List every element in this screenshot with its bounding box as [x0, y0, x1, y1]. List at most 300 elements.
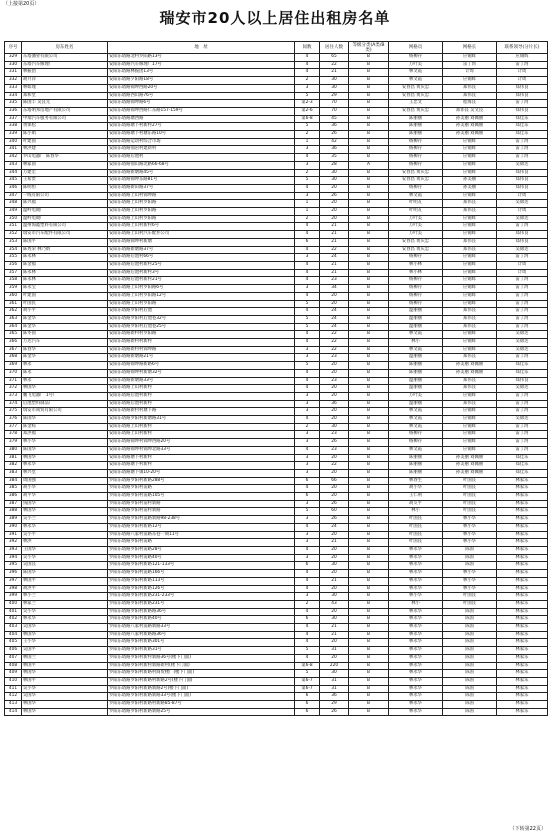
cell-grid-worker: 杨柳存: [389, 161, 443, 169]
cell-contact-leader: 林家乐: [497, 647, 548, 655]
cell-grid-leader: 应锡辉: [443, 292, 497, 300]
cell-index: 362: [5, 308, 22, 316]
cell-contact-leader: 林家乐: [497, 701, 548, 709]
cell-contact-leader: 郑伟良: [497, 238, 548, 246]
cell-residents: 30: [320, 670, 349, 678]
cell-address: 安阳东塔路上山村罗阳路: [108, 200, 295, 208]
cell-contact-leader: 雷丁湾: [497, 408, 548, 416]
cell-rooms: 5: [295, 123, 320, 131]
cell-grid-leader: 应锡辉: [443, 423, 497, 431]
cell-grid-leader: 林小华: [443, 516, 497, 524]
cell-residents: 26: [320, 192, 349, 200]
cell-residents: 45: [320, 115, 349, 123]
cell-rooms: 3: [295, 439, 320, 447]
cell-grid-leader: 叶国良: [443, 477, 497, 485]
table-row: [5, 208, 548, 216]
cell-index: 338: [5, 123, 22, 131]
cell-residents: 42: [320, 138, 349, 146]
cell-address: 安阳东塔路锦坤村锦坤北路33号: [108, 446, 295, 454]
cell-landlord: 郑和堂: [22, 92, 108, 100]
cell-landlord: 林国平: [22, 577, 108, 585]
cell-residents: 30: [320, 423, 349, 431]
cell-index: 344: [5, 169, 22, 177]
cell-rooms: 3: [295, 400, 320, 408]
cell-address: 安阳东塔路罗阳村后池巷25号: [108, 323, 295, 331]
table-row: [5, 184, 548, 192]
cell-grid-leader: 应锡辉: [443, 346, 497, 354]
cell-rooms: 4: [295, 485, 320, 493]
cell-grid-leader: 应锡辉: [443, 223, 497, 231]
cell-index: 363: [5, 315, 22, 323]
cell-residents: 36: [320, 693, 349, 701]
cell-rooms: 2: [295, 600, 320, 608]
table-row: [5, 269, 548, 277]
cell-residents: 23: [320, 431, 349, 439]
cell-index: 355: [5, 254, 22, 262]
cell-contact-leader: 吴锦达: [497, 331, 548, 339]
cell-grid-worker: 林永华: [389, 693, 443, 701]
cell-contact-leader: 郑伟良: [497, 92, 548, 100]
cell-address: 安阳东塔路罗阳村后池: [108, 308, 295, 316]
cell-landlord: 林振团: [22, 69, 108, 77]
cell-grid-worker: 叶国良: [389, 523, 443, 531]
cell-contact-leader: 林家乐: [497, 639, 548, 647]
cell-contact-leader: 林家乐: [497, 577, 548, 585]
cell-index: 335: [5, 100, 22, 108]
table-row: [5, 292, 548, 300]
cell-grid-worker: 杨柳存: [389, 431, 443, 439]
cell-residents: 24: [320, 254, 349, 262]
cell-landlord: 林永华: [22, 616, 108, 624]
cell-grid-worker: 林小: [389, 339, 443, 347]
cell-landlord: 林小兰: [22, 593, 108, 601]
cell-residents: 29: [320, 92, 349, 100]
cell-index: 393: [5, 547, 22, 555]
table-row: [5, 238, 548, 246]
cell-index: 342: [5, 154, 22, 162]
cell-contact-leader: 郑佳乐: [497, 115, 548, 123]
cell-address: 安阳东塔路塘下村新村: [108, 462, 295, 470]
cell-rooms: 3: [295, 469, 320, 477]
cell-contact-leader: 雷丁湾: [497, 277, 548, 285]
cell-grid-worker: 万叶美: [389, 392, 443, 400]
cell-index: 410: [5, 677, 22, 685]
cell-grid-worker: 林永华: [389, 562, 443, 570]
cell-class: B: [349, 184, 389, 192]
cell-index: 343: [5, 161, 22, 169]
cell-address: 安阳东塔路仙山路北路66-68号: [108, 161, 295, 169]
cell-class: B: [349, 131, 389, 139]
cell-grid-leader: 应锡辉: [443, 392, 497, 400]
cell-rooms: 6: [295, 493, 320, 501]
cell-residents: 43: [320, 600, 349, 608]
cell-address: 安阳东塔路上山村汽车配件公司: [108, 231, 295, 239]
cell-index: 353: [5, 238, 22, 246]
table-row: [5, 624, 548, 632]
cell-class: B: [349, 454, 389, 462]
cell-address: 安阳东塔路运动村综合市场: [108, 138, 295, 146]
cell-residents: 65: [320, 54, 349, 62]
cell-grid-worker: 安春昌 黄庆忠: [389, 169, 443, 177]
cell-grid-leader: 陈国: [443, 670, 497, 678]
cell-residents: 22: [320, 339, 349, 347]
cell-grid-worker: 杨柳存: [389, 184, 443, 192]
cell-rooms: 3: [295, 593, 320, 601]
cell-residents: 20: [320, 184, 349, 192]
cell-class: B: [349, 339, 389, 347]
cell-residents: 20: [320, 554, 349, 562]
cell-grid-leader: 雷丁湾: [443, 61, 497, 69]
cell-landlord: 陈金华: [22, 323, 108, 331]
cell-contact-leader: 雷丁湾: [497, 439, 548, 447]
cell-grid-worker: 林永华: [389, 670, 443, 678]
cell-class: B: [349, 469, 389, 477]
cell-grid-leader: 孙美丽 刘佩丽: [443, 362, 497, 370]
cell-rooms: 1: [295, 138, 320, 146]
cell-address: 罗阳东塔路罗阳村新村新路新村(楼下门面): [108, 662, 295, 670]
cell-contact-leader: 林家乐: [497, 608, 548, 616]
table-row: [5, 423, 548, 431]
cell-grid-leader: 郑伟良: [443, 246, 497, 254]
cell-landlord: 郑洪福: [22, 431, 108, 439]
cell-address: 罗阳东塔路罗阳村前路166号: [108, 570, 295, 578]
cell-residents: 23: [320, 377, 349, 385]
cell-grid-worker: 林小: [389, 600, 443, 608]
table-row: [5, 593, 548, 601]
table-row: [5, 677, 548, 685]
cell-contact-leader: 吴锦达: [497, 246, 548, 254]
cell-grid-worker: 陈丽丽: [389, 469, 443, 477]
cell-landlord: 陈国丰 吴良元: [22, 100, 108, 108]
cell-index: 411: [5, 685, 22, 693]
cell-rooms: 3: [295, 192, 320, 200]
cell-grid-leader: 孙美丽 刘佩丽: [443, 131, 497, 139]
cell-contact-leader: 林家乐: [497, 554, 548, 562]
table-body: [5, 54, 548, 716]
cell-contact-leader: 计周: [497, 208, 548, 216]
header-index: 序号: [5, 42, 22, 54]
cell-residents: 23: [320, 354, 349, 362]
cell-class: B: [349, 285, 389, 293]
cell-contact-leader: 林家乐: [497, 662, 548, 670]
cell-address: 安阳东塔路上山村新村: [108, 423, 295, 431]
cell-grid-worker: 杨柳存: [389, 439, 443, 447]
cell-rooms: 4: [295, 246, 320, 254]
cell-class: B: [349, 693, 389, 701]
cell-landlord: 吴国华: [22, 624, 108, 632]
cell-landlord: 胡小平: [22, 308, 108, 316]
header-class: 等级分类(A类/B类): [349, 42, 389, 54]
cell-grid-worker: 温丽丽: [389, 323, 443, 331]
cell-contact-leader: 雷丁湾: [497, 146, 548, 154]
cell-grid-worker: 叶国良: [389, 516, 443, 524]
cell-grid-leader: 陈国: [443, 624, 497, 632]
table-row: [5, 254, 548, 262]
cell-grid-leader: 陈国: [443, 616, 497, 624]
cell-grid-leader: 应锡辉: [443, 408, 497, 416]
cell-grid-leader: 陈国: [443, 677, 497, 685]
cell-grid-worker: 陈丽丽: [389, 362, 443, 370]
cell-rooms: 4: [295, 631, 320, 639]
cell-index: 350: [5, 215, 22, 223]
cell-contact-leader: 吴锦达: [497, 215, 548, 223]
cell-residents: 20: [320, 208, 349, 216]
table-row: [5, 662, 548, 670]
cell-grid-worker: 林文霞: [389, 416, 443, 424]
cell-index: 408: [5, 662, 22, 670]
cell-rooms: 4: [295, 369, 320, 377]
cell-contact-leader: 郑佳乐: [497, 369, 548, 377]
table-row: [5, 631, 548, 639]
cell-class: B: [349, 123, 389, 131]
cell-landlord: 周国强: [22, 477, 108, 485]
table-row: [5, 408, 548, 416]
cell-landlord: 林国华: [22, 701, 108, 709]
cell-rooms: 4: [295, 292, 320, 300]
cell-address: 安阳东塔路后池村新村25号: [108, 261, 295, 269]
cell-contact-leader: 林家乐: [497, 585, 548, 593]
cell-contact-leader: 林家乐: [497, 547, 548, 555]
cell-residents: 20: [320, 531, 349, 539]
cell-rooms: 6: [295, 616, 320, 624]
cell-address: 安阳东塔路锦坤路新路6号: [108, 362, 295, 370]
cell-rooms: 4: [295, 339, 320, 347]
cell-index: 334: [5, 92, 22, 100]
cell-grid-worker: 叶国良: [389, 531, 443, 539]
cell-landlord: 林小华: [22, 439, 108, 447]
cell-class: B: [349, 146, 389, 154]
cell-address: 罗阳东塔路罗阳村新路12号: [108, 523, 295, 531]
cell-contact-leader: 雷丁湾: [497, 308, 548, 316]
table-row: [5, 346, 548, 354]
cell-rooms: 2: [295, 215, 320, 223]
cell-address: 安阳东塔路锦坤村锦坤西路20号: [108, 439, 295, 447]
cell-rooms: 4: [295, 377, 320, 385]
cell-grid-worker: 温丽丽: [389, 308, 443, 316]
cell-grid-worker: 万叶美: [389, 223, 443, 231]
table-row: [5, 485, 548, 493]
cell-residents: 20: [320, 654, 349, 662]
cell-rooms: 6: [295, 693, 320, 701]
cell-landlord: 陈永林: [22, 269, 108, 277]
cell-grid-leader: 郑伟良: [443, 315, 497, 323]
cell-index: 380: [5, 446, 22, 454]
table-row: [5, 192, 548, 200]
cell-address: 安阳东塔路塘西路: [108, 115, 295, 123]
table-row: [5, 138, 548, 146]
cell-residents: 20: [320, 454, 349, 462]
table-row: [5, 562, 548, 570]
cell-landlord: 吴小华: [22, 685, 108, 693]
cell-landlord: 陈冬国: [22, 331, 108, 339]
cell-index: 403: [5, 624, 22, 632]
cell-landlord: 温州海鑫塑料有限公司: [22, 223, 108, 231]
cell-residents: 21: [320, 539, 349, 547]
cell-grid-worker: 安春昌 黄庆忠: [389, 107, 443, 115]
cell-grid-leader: 应锡辉: [443, 431, 497, 439]
cell-grid-leader: 孙美丽 刘佩丽: [443, 454, 497, 462]
cell-class: B: [349, 92, 389, 100]
cell-grid-worker: 林永华: [389, 677, 443, 685]
cell-contact-leader: 吴锦达: [497, 385, 548, 393]
cell-rooms: 3: [295, 539, 320, 547]
cell-address: 罗阳东塔路罗阳村新路126号: [108, 585, 295, 593]
cell-landlord: 东塔潘业有限公司: [22, 54, 108, 62]
cell-class: B: [349, 708, 389, 716]
table-row: [5, 92, 548, 100]
cell-grid-worker: 安春昌 黄庆忠: [389, 84, 443, 92]
table-row: [5, 469, 548, 477]
cell-grid-leader: 叶国良: [443, 500, 497, 508]
cell-rooms: 4: [295, 577, 320, 585]
cell-address: 安阳东塔路塘下村塘东路10号: [108, 131, 295, 139]
cell-rooms: 4: [295, 69, 320, 77]
table-row: [5, 107, 548, 115]
cell-rooms: 第6-7: [295, 685, 320, 693]
cell-class: B: [349, 231, 389, 239]
cell-rooms: 4: [295, 269, 320, 277]
table-row: [5, 277, 548, 285]
cell-rooms: 5: [295, 670, 320, 678]
cell-contact-leader: 雷丁湾: [497, 315, 548, 323]
cell-address: 安阳东塔路新塘路37号: [108, 246, 295, 254]
cell-rooms: 4: [295, 446, 320, 454]
cell-address: 罗阳东塔路罗阳村前村新路: [108, 508, 295, 516]
cell-landlord: 林国华: [22, 631, 108, 639]
cell-address: 安阳东塔路锦坤东路81号: [108, 177, 295, 185]
cell-residents: 70: [320, 100, 349, 108]
cell-address: 安阳东塔路新村村塘下路: [108, 408, 295, 416]
cell-landlord: 鹏飞电器厂 1号厂: [22, 392, 108, 400]
cell-residents: 20: [320, 416, 349, 424]
cell-class: B: [349, 485, 389, 493]
cell-landlord: 吴小平: [22, 531, 108, 539]
cell-index: 329: [5, 54, 22, 62]
cell-residents: 26: [320, 131, 349, 139]
cell-rooms: 3: [295, 254, 320, 262]
cell-rooms: 4: [295, 54, 320, 62]
cell-grid-worker: 叶国良: [389, 539, 443, 547]
cell-grid-leader: 郑伟良: [443, 354, 497, 362]
cell-residents: 20: [320, 200, 349, 208]
cell-contact-leader: 雷丁湾: [497, 285, 548, 293]
cell-contact-leader: 郑伟良: [497, 377, 548, 385]
cell-contact-leader: 郑佳乐: [497, 462, 548, 470]
cell-residents: 30: [320, 77, 349, 85]
cell-landlord: 吴国华: [22, 693, 108, 701]
cell-index: 398: [5, 585, 22, 593]
table-row: [5, 308, 548, 316]
cell-address: 安阳东塔路北村罗阳路13号: [108, 54, 295, 62]
cell-class: B: [349, 508, 389, 516]
cell-landlord: 陈永林: [22, 254, 108, 262]
cell-class: B: [349, 439, 389, 447]
cell-class: B: [349, 392, 389, 400]
cell-residents: 24: [320, 523, 349, 531]
cell-landlord: 陈春华: [22, 346, 108, 354]
cell-index: 340: [5, 138, 22, 146]
cell-grid-leader: 应锡辉: [443, 161, 497, 169]
cell-grid-leader: 陈国: [443, 631, 497, 639]
cell-grid-leader: 叶国良: [443, 493, 497, 501]
cell-grid-leader: 应锡辉: [443, 169, 497, 177]
cell-grid-worker: 林永华: [389, 616, 443, 624]
cell-grid-worker: 林小林: [389, 269, 443, 277]
cell-class: B: [349, 677, 389, 685]
cell-contact-leader: 郑伟良: [497, 177, 548, 185]
cell-address: 安阳东塔路新塘路45号: [108, 169, 295, 177]
cell-class: B: [349, 69, 389, 77]
cell-class: B: [349, 323, 389, 331]
table-row: [5, 400, 548, 408]
cell-residents: 20: [320, 570, 349, 578]
cell-rooms: 5: [295, 315, 320, 323]
cell-address: 安阳东塔路上山村罗阳路12号: [108, 292, 295, 300]
cell-grid-worker: 王仁利: [389, 493, 443, 501]
table-row: [5, 439, 548, 447]
cell-class: B: [349, 362, 389, 370]
cell-address: 安阳东塔路新塘路33号: [108, 377, 295, 385]
table-row: [5, 69, 548, 77]
cell-rooms: 3: [295, 408, 320, 416]
cell-residents: 20: [320, 485, 349, 493]
cell-index: 395: [5, 562, 22, 570]
cell-rooms: 5: [295, 508, 320, 516]
cell-rooms: 3: [295, 84, 320, 92]
cell-class: B: [349, 61, 389, 69]
cell-address: 安阳东塔路上山村锦坤路: [108, 192, 295, 200]
cell-contact-leader: 林家乐: [497, 531, 548, 539]
cell-index: 367: [5, 346, 22, 354]
cell-class: B: [349, 516, 389, 524]
cell-index: 360: [5, 292, 22, 300]
cell-landlord: 林永华: [22, 523, 108, 531]
cell-landlord: 黄保松: [22, 123, 108, 131]
table-row: [5, 131, 548, 139]
cell-class: B: [349, 662, 389, 670]
table-row: [5, 608, 548, 616]
cell-contact-leader: 吴锦达: [497, 161, 548, 169]
cell-address: 罗阳东塔路八家村新路路36号: [108, 631, 295, 639]
cell-class: B: [349, 77, 389, 85]
cell-landlord: 温岭电镀厂: [22, 215, 108, 223]
cell-index: 397: [5, 577, 22, 585]
cell-contact-leader: 林家乐: [497, 624, 548, 632]
cell-index: 361: [5, 300, 22, 308]
cell-index: 351: [5, 223, 22, 231]
cell-contact-leader: 计周: [497, 77, 548, 85]
cell-class: B: [349, 208, 389, 216]
cell-landlord: 林国华: [22, 508, 108, 516]
cell-landlord: 叶国民: [22, 300, 108, 308]
cell-residents: 24: [320, 308, 349, 316]
cell-contact-leader: 郑伟良: [497, 107, 548, 115]
cell-residents: 20: [320, 469, 349, 477]
cell-address: 罗阳东塔路罗阳村前路105号: [108, 493, 295, 501]
cell-residents: 20: [320, 362, 349, 370]
cell-class: B: [349, 577, 389, 585]
cell-grid-leader: 孙美丽: [443, 177, 497, 185]
cell-grid-worker: 林永华: [389, 547, 443, 555]
cell-index: 378: [5, 431, 22, 439]
cell-rooms: 3: [295, 431, 320, 439]
cell-grid-leader: 应锡辉: [443, 269, 497, 277]
cell-grid-leader: 应锡辉: [443, 261, 497, 269]
cell-contact-leader: 吴锦达: [497, 339, 548, 347]
cell-index: 407: [5, 654, 22, 662]
cell-rooms: 4: [295, 547, 320, 555]
cell-rooms: 3: [295, 454, 320, 462]
